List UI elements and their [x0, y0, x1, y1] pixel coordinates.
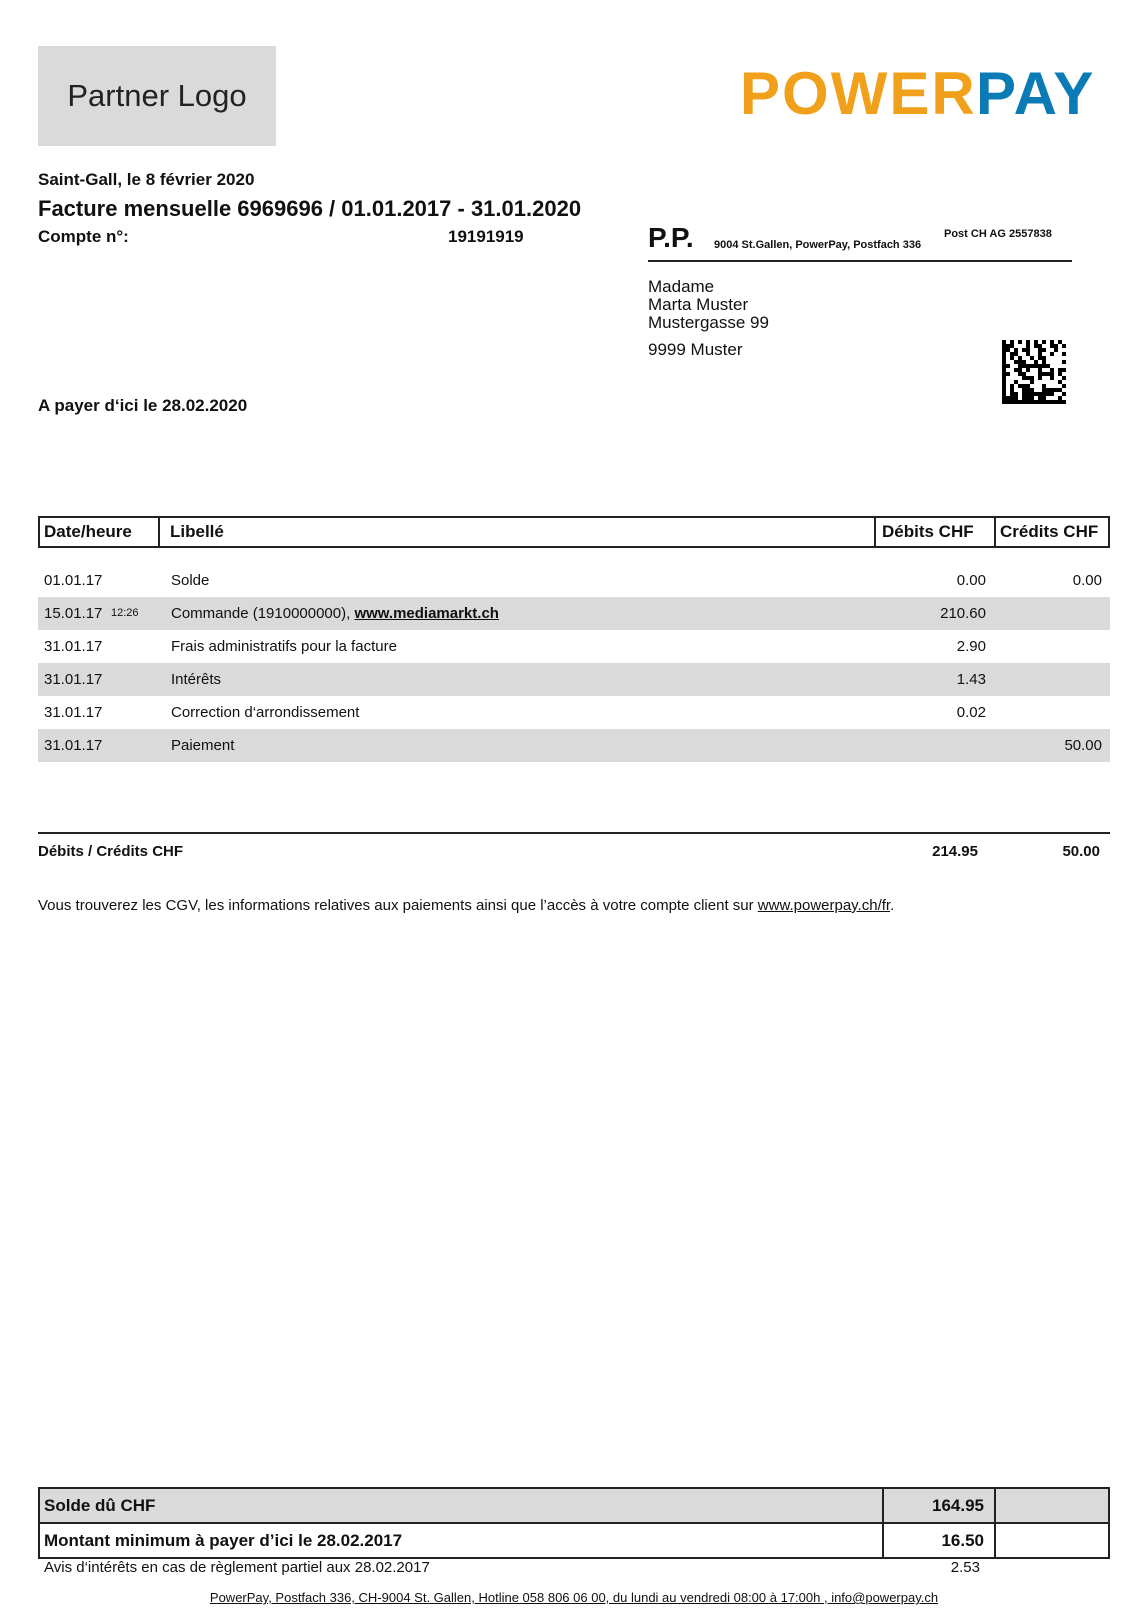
row-debit: 0.02: [956, 704, 986, 721]
row-date: 01.01.17: [44, 572, 103, 589]
pp-mark: P.P.: [648, 222, 694, 253]
row-date: 31.01.17: [44, 704, 103, 721]
minimum-row: [40, 1524, 1108, 1557]
table-row: [38, 630, 1110, 663]
brand-word-power: POWER: [740, 60, 977, 127]
header-divider: [874, 518, 876, 546]
header-label: Libellé: [170, 522, 224, 541]
row-credit: 0.00: [1072, 572, 1102, 589]
pp-post: Post CH AG 2557838: [944, 228, 1052, 240]
header-credit: Crédits CHF: [1000, 522, 1099, 541]
row-debit: 210.60: [940, 605, 986, 622]
table-row: [38, 696, 1110, 729]
summary-box: [38, 1487, 1110, 1559]
header-divider: [158, 518, 160, 546]
table-row: [38, 729, 1110, 762]
place-date: Saint-Gall, le 8 février 2020: [38, 170, 255, 189]
balance-label: Solde dû CHF: [44, 1496, 156, 1515]
row-label: Frais administratifs pour la facture: [171, 638, 397, 655]
totals-divider: [38, 832, 1110, 834]
table-row: [38, 564, 1110, 597]
row-label: Correction d‘arrondissement: [171, 704, 360, 721]
info-text-end: .: [890, 897, 895, 914]
transactions-header: [38, 516, 1110, 548]
row-label: Paiement: [171, 737, 235, 754]
row-label: Solde: [171, 572, 210, 589]
balance-row: [40, 1489, 1108, 1524]
recipient-address: [648, 278, 769, 359]
row-date: 31.01.17: [44, 737, 103, 754]
totals-debit: 214.95: [932, 843, 978, 860]
row-debit: 2.90: [956, 638, 986, 655]
row-date: 31.01.17: [44, 671, 103, 688]
partner-logo: Partner Logo: [38, 46, 276, 146]
row-label: [171, 597, 499, 630]
powerpay-link[interactable]: www.powerpay.ch/fr: [757, 897, 891, 914]
info-text: [38, 897, 894, 914]
table-row: [38, 597, 1110, 630]
recipient-city: 9999 Muster: [648, 340, 743, 359]
transactions-body: [38, 564, 1110, 762]
powerpay-logo: [740, 58, 1112, 128]
header-divider: [994, 518, 996, 546]
row-time: 12:26: [111, 607, 139, 619]
totals-label: Débits / Crédits CHF: [38, 843, 184, 860]
account-number: 19191919: [448, 227, 524, 246]
table-row: [38, 663, 1110, 696]
merchant-link[interactable]: www.mediamarkt.ch: [354, 605, 499, 622]
interest-note: Avis d‘intérêts en cas de règlement partiel aux 28.02.2017: [44, 1559, 430, 1576]
row-credit: 50.00: [1064, 737, 1102, 754]
info-text-body: Vous trouverez les CGV, les informations relatives aux paiements ainsi que l’accès à votre compte client sur: [38, 897, 758, 914]
row-debit: 1.43: [956, 671, 986, 688]
interest-value: 2.53: [950, 1559, 980, 1576]
header-debit: Débits CHF: [882, 522, 974, 541]
account-label: Compte n°:: [38, 227, 129, 246]
footer-contact: PowerPay, Postfach 336, CH-9004 St. Gallen, Hotline 058 806 06 00, du lundi au vendredi 08:00 à 17:00h , info@powerpay.ch: [209, 1590, 939, 1605]
recipient-salutation: Madame: [648, 277, 715, 296]
row-label: Intérêts: [171, 671, 222, 688]
brand-word-pay: PAY: [976, 60, 1096, 127]
pp-sender: 9004 St.Gallen, PowerPay, Postfach 336: [714, 239, 922, 251]
recipient-street: Mustergasse 99: [648, 313, 769, 332]
row-debit: 0.00: [956, 572, 986, 589]
datamatrix-code: [1002, 340, 1066, 404]
minimum-value: 16.50: [941, 1531, 984, 1550]
minimum-label: Montant minimum à payer d’ici le 28.02.2017: [44, 1531, 403, 1550]
recipient-name: Marta Muster: [648, 295, 749, 314]
header-date: Date/heure: [44, 522, 132, 541]
balance-value: 164.95: [932, 1496, 984, 1515]
row-date: 31.01.17: [44, 638, 103, 655]
row-date: 15.01.17: [44, 605, 103, 622]
due-date-line: A payer d‘ici le 28.02.2020: [38, 396, 248, 415]
invoice-title: Facture mensuelle 6969696 / 01.01.2017 - 31.01.2020: [38, 196, 582, 221]
row-label-text: Commande (1910000000),: [171, 605, 355, 622]
totals-credit: 50.00: [1062, 843, 1100, 860]
postage-block: [648, 222, 1072, 262]
